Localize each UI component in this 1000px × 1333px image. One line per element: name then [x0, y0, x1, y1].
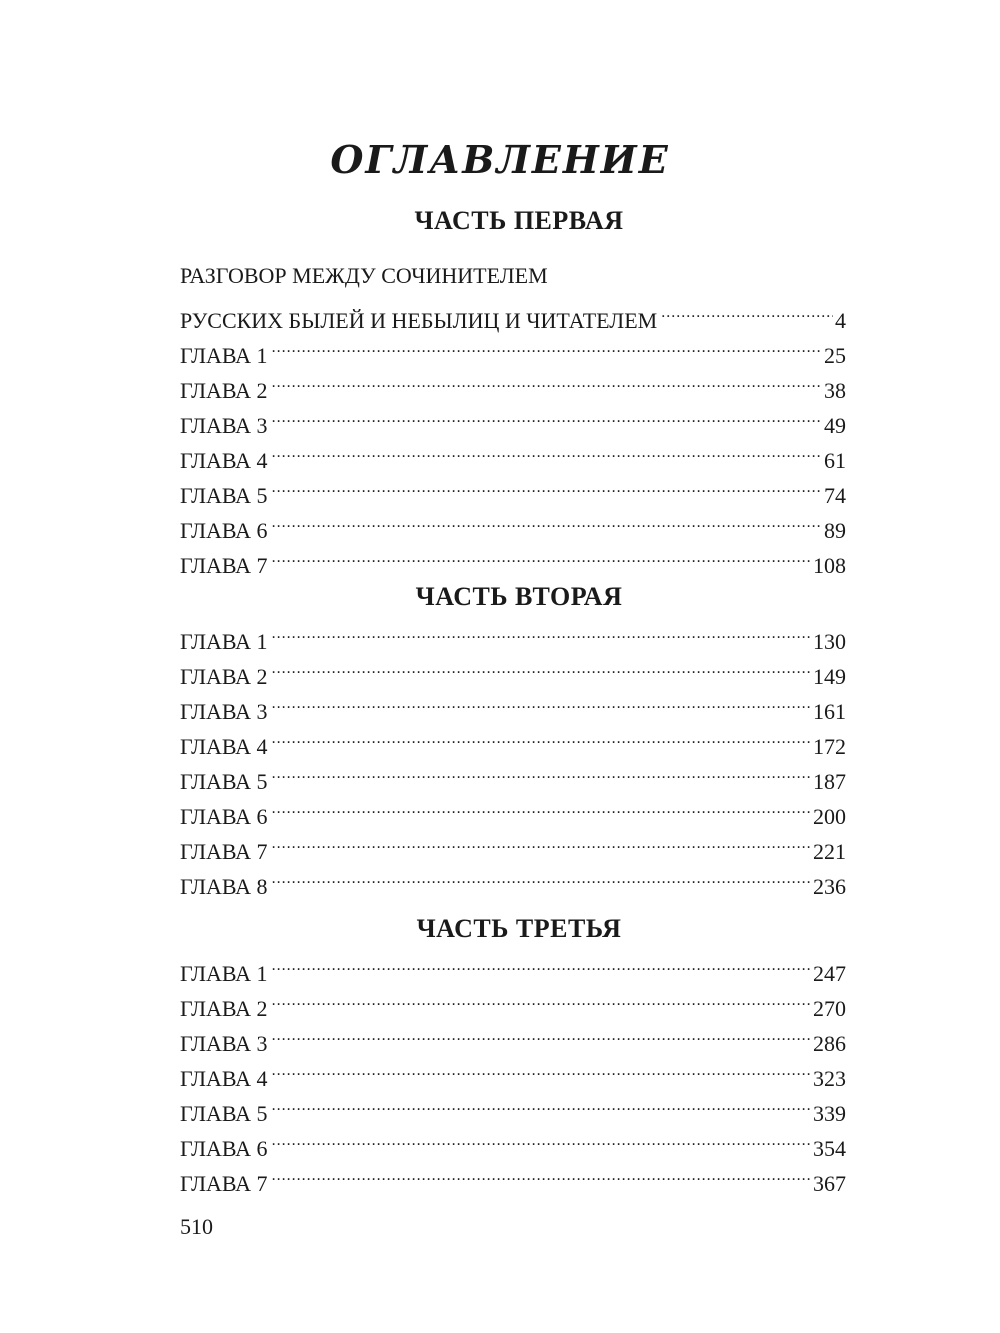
entry-page-number: 286	[813, 1031, 846, 1056]
entry-page-number: 236	[813, 874, 846, 899]
entry-label: РУССКИХ БЫЛЕЙ И НЕБЫЛИЦ И ЧИТАТЕЛЕМ	[180, 308, 658, 333]
dot-leader	[272, 468, 822, 503]
intro-title-line1: РАЗГОВОР МЕЖДУ СОЧИНИТЕЛЕМ	[180, 263, 548, 288]
toc-entry[interactable]	[180, 946, 846, 986]
toc-entry[interactable]	[180, 614, 846, 654]
entry-label: ГЛАВА 6	[180, 518, 268, 543]
entry-page-number: 61	[824, 448, 846, 473]
toc-entry[interactable]	[180, 824, 846, 864]
dot-leader	[272, 824, 811, 859]
part-one-section	[180, 204, 846, 578]
entry-label: ГЛАВА 4	[180, 1066, 268, 1091]
toc-entry[interactable]	[180, 981, 846, 1021]
dot-leader	[272, 538, 811, 573]
entry-label: ГЛАВА 4	[180, 734, 268, 759]
toc-entry[interactable]	[180, 1121, 846, 1161]
entry-page-number: 49	[824, 413, 846, 438]
entry-page-number: 367	[813, 1171, 846, 1196]
entry-page-number: 221	[813, 839, 846, 864]
toc-entry[interactable]	[180, 363, 846, 403]
dot-leader	[272, 981, 811, 1016]
toc-entry[interactable]	[180, 538, 846, 578]
dot-leader	[272, 503, 822, 538]
toc-entry[interactable]	[180, 754, 846, 794]
entry-page-number: 172	[813, 734, 846, 759]
toc-entry[interactable]	[180, 649, 846, 689]
entry-label: ГЛАВА 2	[180, 996, 268, 1021]
dot-leader	[272, 754, 811, 789]
entry-label: ГЛАВА 1	[180, 343, 268, 368]
entry-label: ГЛАВА 6	[180, 804, 268, 829]
dot-leader	[272, 363, 822, 398]
entry-label: ГЛАВА 5	[180, 483, 268, 508]
entry-page-number: 4	[835, 308, 846, 333]
dot-leader	[272, 1016, 811, 1051]
entry-label: ГЛАВА 6	[180, 1136, 268, 1161]
toc-entry[interactable]	[180, 503, 846, 543]
dot-leader	[272, 398, 822, 433]
dot-leader	[272, 328, 822, 363]
entry-page-number: 130	[813, 629, 846, 654]
dot-leader	[272, 719, 811, 754]
part-two-section	[180, 580, 846, 899]
dot-leader	[272, 859, 811, 894]
dot-leader	[272, 1156, 811, 1191]
toc-entry[interactable]	[180, 684, 846, 724]
entry-label: ГЛАВА 1	[180, 961, 268, 986]
dot-leader	[272, 433, 822, 468]
toc-entry[interactable]	[180, 719, 846, 759]
entry-label: ГЛАВА 7	[180, 553, 268, 578]
entry-page-number: 354	[813, 1136, 846, 1161]
dot-leader	[272, 649, 811, 684]
entry-page-number: 89	[824, 518, 846, 543]
entry-label: ГЛАВА 5	[180, 769, 268, 794]
dot-leader	[272, 614, 811, 649]
entry-label: ГЛАВА 1	[180, 629, 268, 654]
entry-page-number: 149	[813, 664, 846, 689]
toc-entry[interactable]	[180, 468, 846, 508]
dot-leader	[272, 1051, 811, 1086]
dot-leader	[272, 1086, 811, 1121]
entry-page-number: 108	[813, 553, 846, 578]
entry-label: ГЛАВА 3	[180, 1031, 268, 1056]
part-three-section	[180, 912, 846, 1196]
page-number: 510	[180, 1214, 213, 1239]
toc-entry[interactable]	[180, 433, 846, 473]
dot-leader	[272, 789, 811, 824]
entry-page-number: 38	[824, 378, 846, 403]
entry-label: ГЛАВА 8	[180, 874, 268, 899]
page-title: ОГЛАВЛЕНИЕ	[330, 137, 670, 182]
dot-leader	[272, 684, 811, 719]
part-heading: ЧАСТЬ ТРЕТЬЯ	[416, 914, 622, 943]
part-heading: ЧАСТЬ ПЕРВАЯ	[414, 206, 624, 235]
entry-page-number: 25	[824, 343, 846, 368]
part-heading: ЧАСТЬ ВТОРАЯ	[415, 582, 623, 611]
entry-page-number: 339	[813, 1101, 846, 1126]
entry-label: ГЛАВА 3	[180, 413, 268, 438]
entry-label: ГЛАВА 5	[180, 1101, 268, 1126]
entry-label: ГЛАВА 7	[180, 839, 268, 864]
entry-label: ГЛАВА 2	[180, 664, 268, 689]
entry-label: ГЛАВА 2	[180, 378, 268, 403]
toc-entry[interactable]	[180, 1086, 846, 1126]
entry-page-number: 200	[813, 804, 846, 829]
entry-label: ГЛАВА 7	[180, 1171, 268, 1196]
toc-entry-intro[interactable]	[180, 293, 846, 333]
dot-leader	[661, 293, 833, 328]
toc-entry[interactable]	[180, 859, 846, 899]
dot-leader	[272, 1121, 811, 1156]
entry-label: ГЛАВА 3	[180, 699, 268, 724]
entry-page-number: 161	[813, 699, 846, 724]
entry-page-number: 74	[824, 483, 846, 508]
entry-page-number: 247	[813, 961, 846, 986]
toc-entry[interactable]	[180, 789, 846, 829]
dot-leader	[272, 946, 811, 981]
entry-page-number: 187	[813, 769, 846, 794]
toc-entry[interactable]	[180, 398, 846, 438]
toc-entry[interactable]	[180, 1051, 846, 1091]
entry-page-number: 323	[813, 1066, 846, 1091]
toc-entry[interactable]	[180, 328, 846, 368]
entry-page-number: 270	[813, 996, 846, 1021]
toc-entry[interactable]	[180, 1016, 846, 1056]
toc-entry[interactable]	[180, 1156, 846, 1196]
entry-label: ГЛАВА 4	[180, 448, 268, 473]
